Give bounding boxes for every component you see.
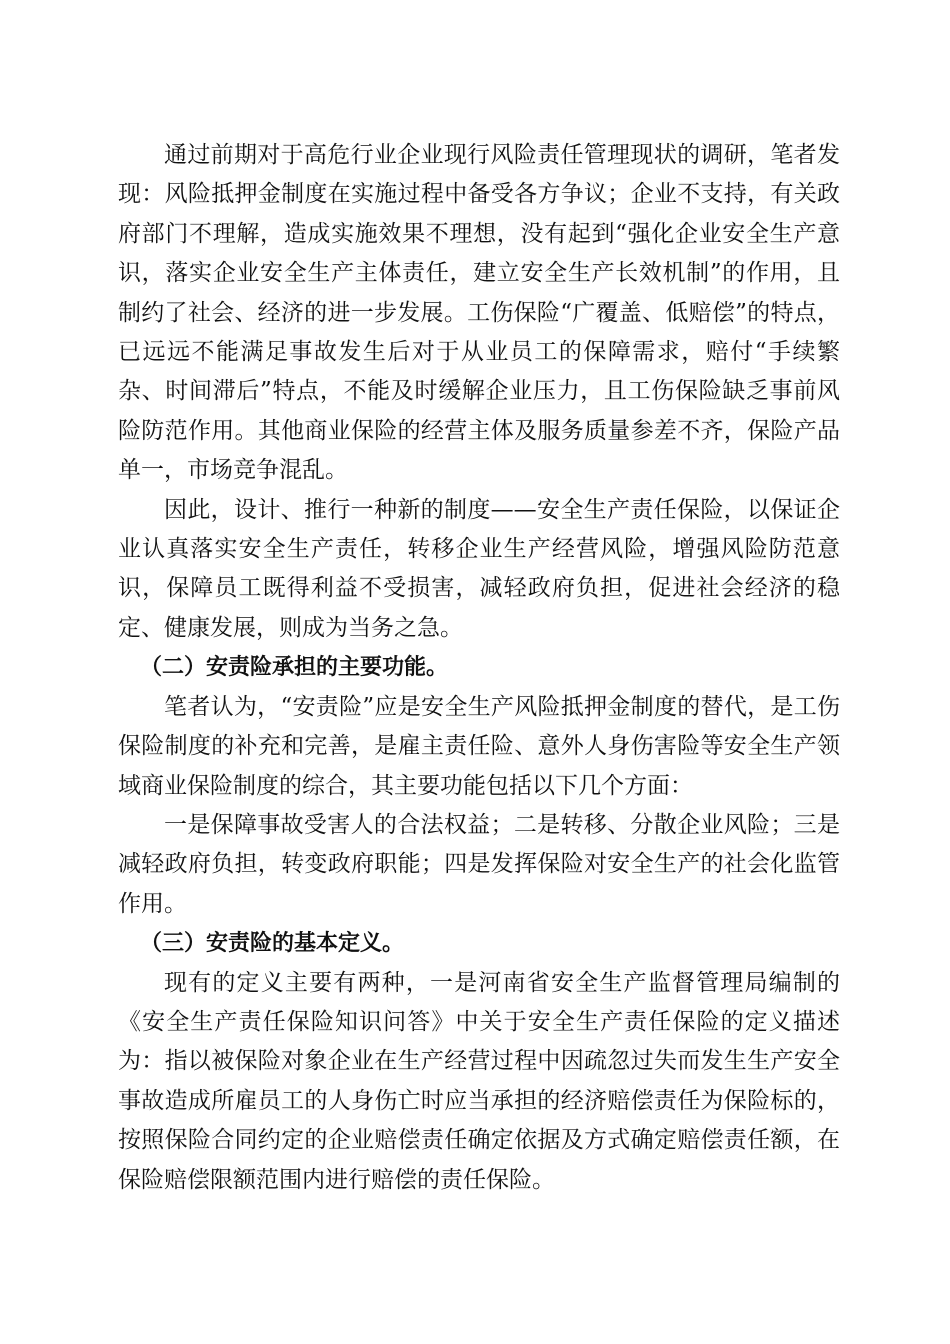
paragraph-function-list: 一是保障事故受害人的合法权益；二是转移、分散企业风险；三是减轻政府负担，转变政府职能；四是发挥保险对安全生产的社会化监管作用。 — [118, 811, 840, 917]
document-body — [118, 136, 840, 1200]
paragraph-therefore: 因此，设计、推行一种新的制度——安全生产责任保险，以保证企业认真落实安全生产责任，转移企业生产经营风险，增强风险防范意识，保障员工既得利益不受损害，减轻政府负担，促进社会经济的稳定、健康发展，则成为当务之急。 — [118, 496, 840, 641]
paragraph-definition: 现有的定义主要有两种，一是河南省安全生产监督管理局编制的《安全生产责任保险知识问答》中关于安全生产责任保险的定义描述为：指以被保险对象企业在生产经营过程中因疏忽过失而发生生产安全事故造成所雇员工的人身伤亡时应当承担的经济赔偿责任为保险标的，按照保险合同约定的企业赔偿责任确定依据及方式确定赔偿责任额，在保险赔偿限额范围内进行赔偿的责任保险。 — [118, 969, 840, 1193]
paragraph-research-findings: 通过前期对于高危行业企业现行风险责任管理现状的调研，笔者发现：风险抵押金制度在实施过程中备受各方争议；企业不支持，有关政府部门不理解，造成实施效果不理想，没有起到“强化企业安全生产意识，落实企业安全生产主体责任，建立安全生产长效机制”的作用，且制约了社会、经济的进一步发展。工伤保险“广覆盖、低赔偿”的特点，已远远不能满足事故发生后对于从业员工的保障需求，赔付“手续繁杂、时间滞后”特点，不能及时缓解企业压力，且工伤保险缺乏事前风险防范作用。其他商业保险的经营主体及服务质量参差不齐，保险产品单一，市场竞争混乱。 — [118, 142, 840, 484]
section-heading-definition: （三）安责险的基本定义。 — [140, 931, 405, 957]
paragraph-author-view: 笔者认为，“安责险”应是安全生产风险抵押金制度的替代，是工伤保险制度的补充和完善，是雇主责任险、意外人身伤害险等安全生产领域商业保险制度的综合，其主要功能包括以下几个方面： — [118, 693, 840, 799]
section-heading-functions: （二）安责险承担的主要功能。 — [140, 655, 449, 681]
